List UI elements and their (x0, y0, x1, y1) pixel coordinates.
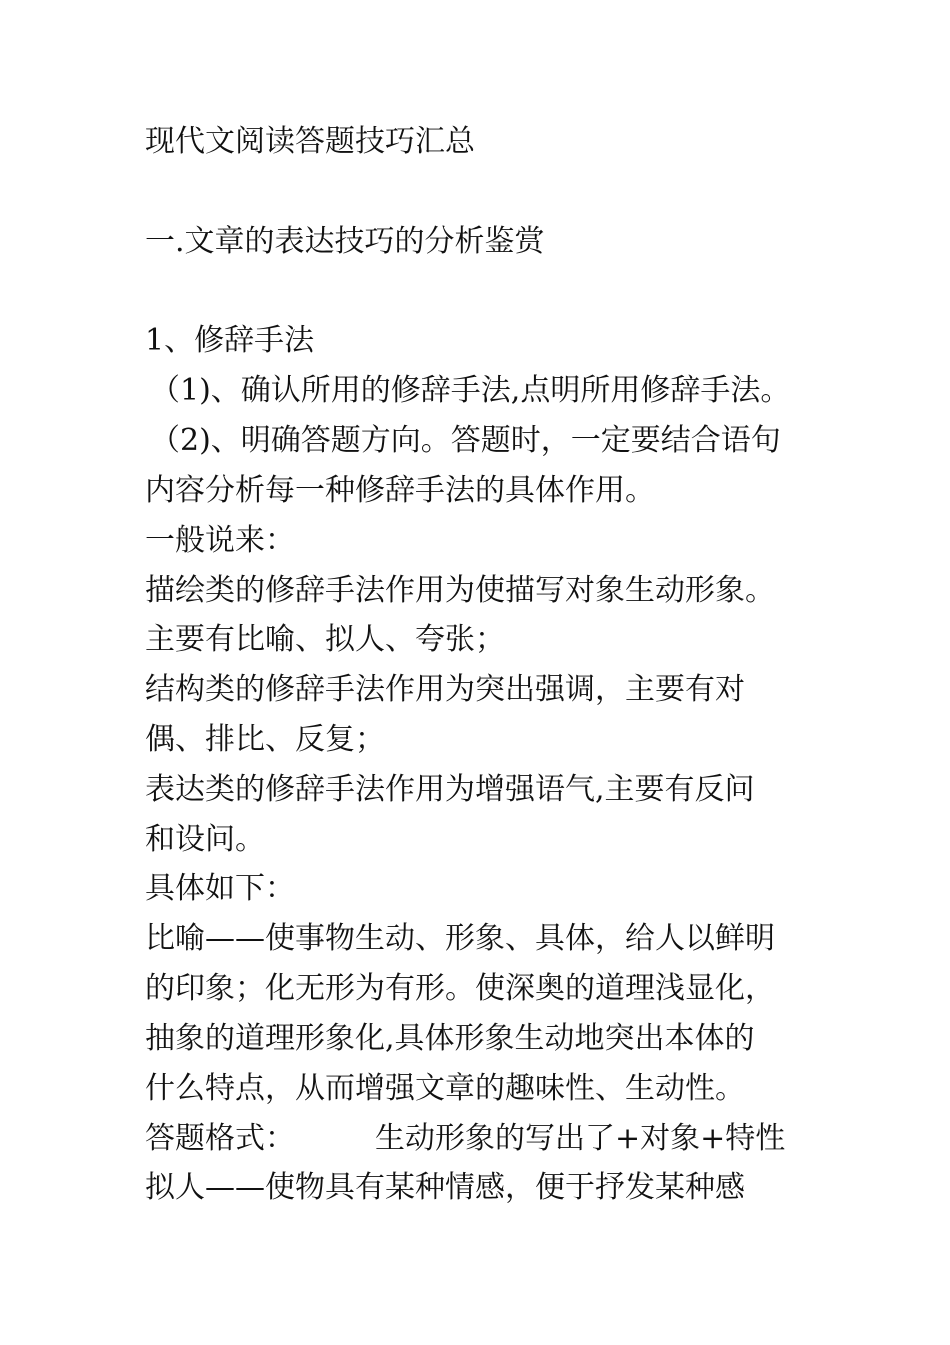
answer-format-value: 生动形象的写出了+对象+特性 (375, 1121, 786, 1156)
body-line: 描绘类的修辞手法作用为使描写对象生动形象。 (145, 573, 775, 608)
body-line: 和设问。 (145, 822, 265, 857)
body-line: 结构类的修辞手法作用为突出强调，主要有对 (145, 672, 745, 707)
body-line: 一般说来： (145, 523, 295, 558)
body-line: 的印象；化无形为有形。使深奥的道理浅显化， (145, 971, 775, 1006)
body-line: 内容分析每一种修辞手法的具体作用。 (145, 473, 655, 508)
section-heading: 一.文章的表达技巧的分析鉴赏 (145, 224, 545, 259)
body-line: 偶、排比、反复； (145, 722, 385, 757)
answer-format-label: 答题格式： (145, 1121, 295, 1156)
answer-format-line (145, 1121, 786, 1156)
body-line: 比喻——使事物生动、形象、具体，给人以鲜明 (145, 921, 775, 956)
body-line: 抽象的道理形象化,具体形象生动地突出本体的 (145, 1021, 755, 1056)
body-line: 表达类的修辞手法作用为增强语气,主要有反问 (145, 772, 755, 807)
body-line: （1)、确认所用的修辞手法,点明所用修辞手法。 (150, 373, 791, 408)
body-line: 主要有比喻、拟人、夸张； (145, 622, 505, 657)
body-line: 拟人——使物具有某种情感，便于抒发某种感 (145, 1170, 745, 1205)
body-line: （2)、明确答题方向。答题时，一定要结合语句 (150, 423, 781, 458)
subsection-heading: 1、修辞手法 (145, 323, 315, 358)
body-line: 什么特点，从而增强文章的趣味性、生动性。 (145, 1071, 745, 1106)
body-line: 具体如下： (145, 871, 295, 906)
document-title: 现代文阅读答题技巧汇总 (145, 124, 475, 159)
